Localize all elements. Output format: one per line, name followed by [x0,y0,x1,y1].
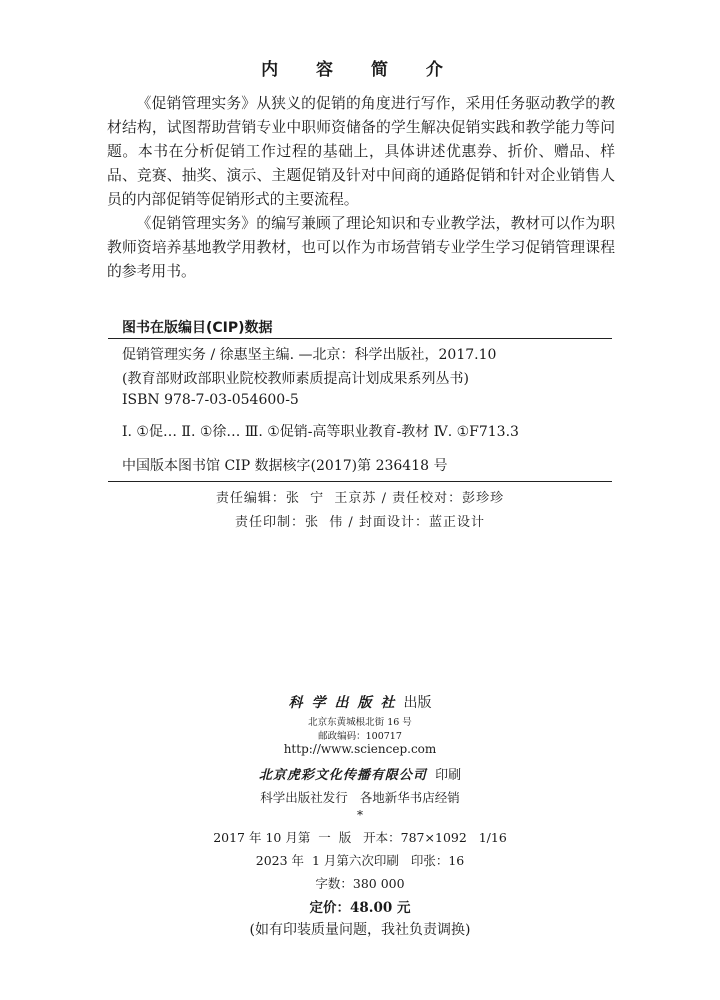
separator-asterisk: * [357,808,363,822]
printer-suffix: 印刷 [435,768,462,783]
quality-notice: (如有印装质量问题，我社负责调换) [249,922,471,938]
cip-bottom-rule [108,481,612,482]
summary-paragraph: 《促销管理实务》的编写兼顾了理论知识和专业教学法，教材可以作为职教师资培养基地教学用教材，也可以作为市场营销专业学生学习促销管理课程的参考用书。 [107,215,615,280]
edition-info: 2017 年 10 月第 一 版 开本：787×1092 1/16 [213,830,507,845]
summary-paragraph: 《促销管理实务》从狭义的促销的角度进行写作，采用任务驱动教学的教材结构，试图帮助营销专业中职师资储备的学生解决促销实践和教学能力等问题。本书在分析促销工作过程的基础上，具体讲述优惠券、折价、赠品、样品、竞赛、抽奖、演示、主题促销及针对中间商的通路促销和针对企业销售人员的内部促销等促销形式的主要流程。 [107,95,615,208]
printer-name: 北京虎彩文化传播有限公司 [258,768,427,783]
printer-line [0,764,720,783]
cip-title-line: 促销管理实务 / 徐惠坚主编. —北京：科学出版社，2017.10 [122,347,497,363]
publisher-line [0,692,720,712]
cip-top-rule [108,338,612,339]
cip-heading: 图书在版编目(CIP)数据 [122,320,273,336]
editor-credits: 责任编辑：张 宁 王京苏 / 责任校对：彭珍珍 [215,491,505,506]
summary-title: 内 容 简 介 [261,60,459,80]
printing-info: 2023 年 1 月第六次印刷 印张：16 [255,853,465,868]
cip-isbn: ISBN 978-7-03-054600-5 [122,392,299,408]
cip-approval-number: 中国版本图书馆 CIP 数据核字(2017)第 236418 号 [122,458,448,474]
postcode: 邮政编码：100717 [318,731,402,742]
website[interactable]: http://www.sciencep.com [283,742,437,756]
publisher-address: 北京东黄城根北街 16 号 [308,717,412,728]
cip-series-line: (教育部财政部职业院校教师素质提高计划成果系列丛书) [122,371,469,387]
publisher-name: 科学出版社 [288,695,404,711]
distribution: 科学出版社发行 各地新华书店经销 [260,790,460,805]
cip-classification: Ⅰ. ①促… Ⅱ. ①徐… Ⅲ. ①促销-高等职业教育-教材 Ⅳ. ①F713.3 [122,424,519,440]
publisher-suffix: 出版 [403,695,432,711]
word-count: 字数：380 000 [315,876,405,891]
production-credits: 责任印制：张 伟 / 封面设计：蓝正设计 [235,515,485,530]
summary-body [107,92,615,284]
price: 定价：48.00 元 [309,900,411,916]
